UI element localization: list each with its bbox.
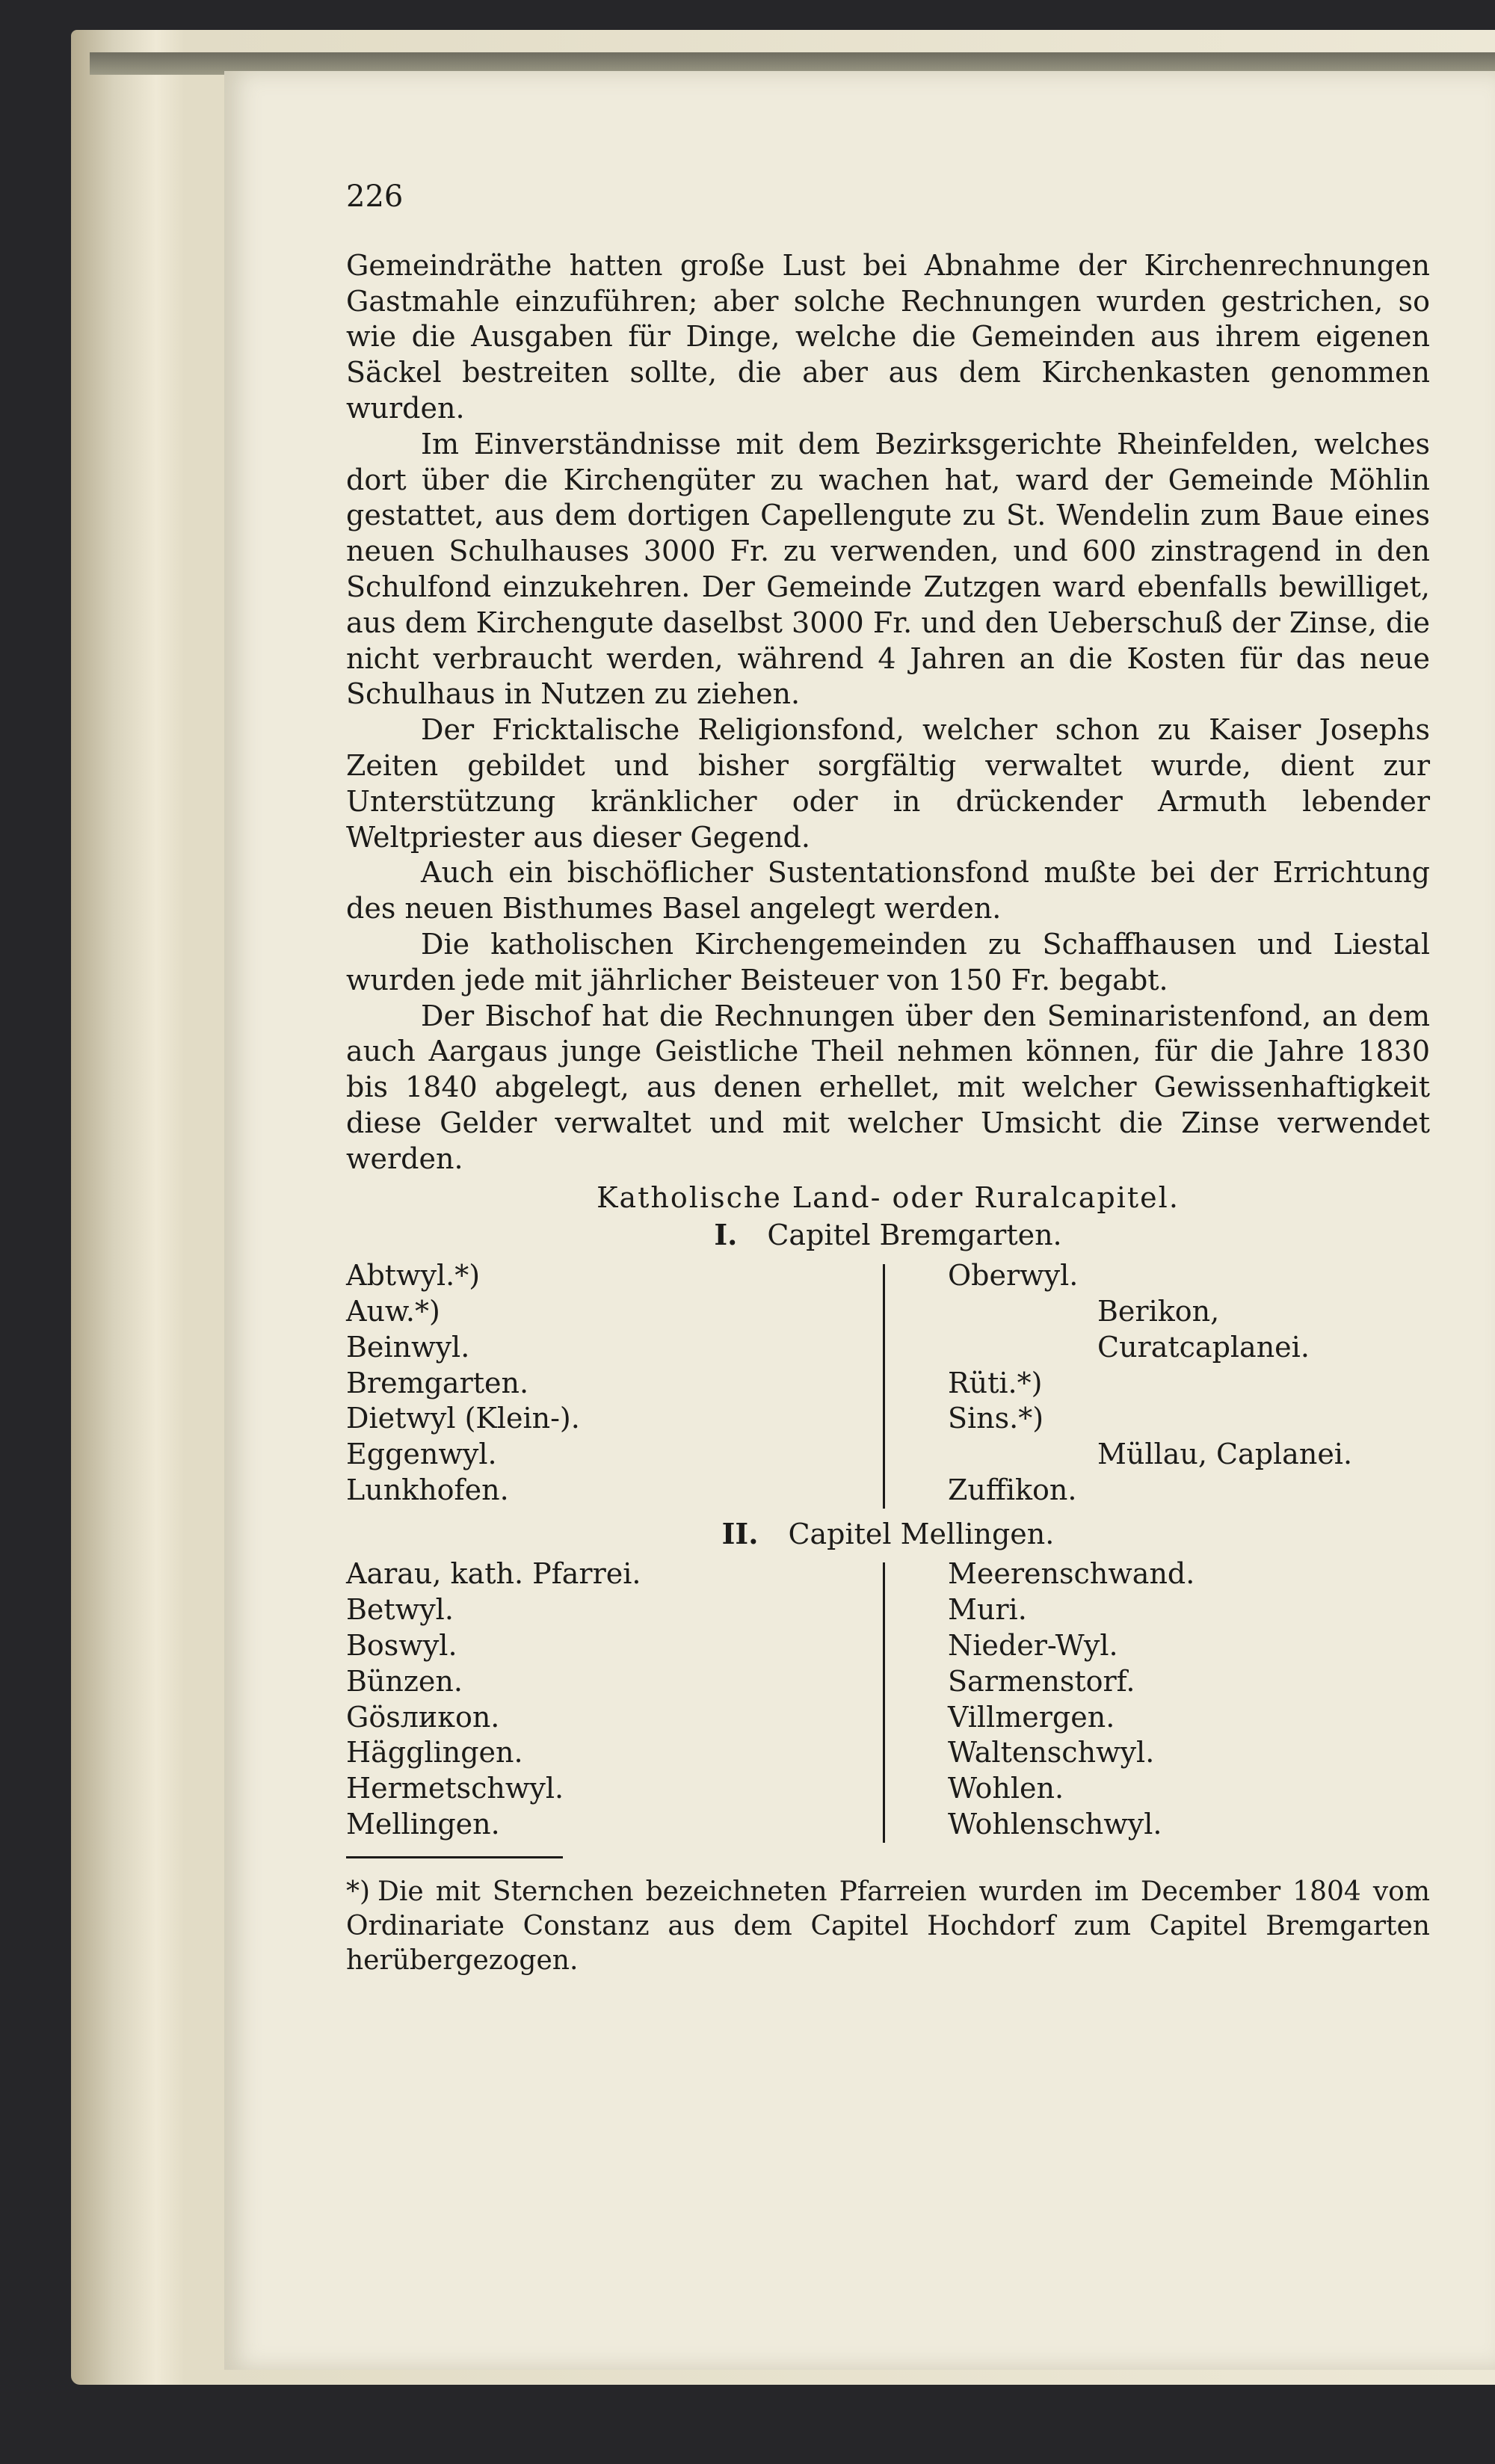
chapter-2-parish-list (346, 1556, 1430, 1842)
parish-item: Gösликon. (346, 1700, 500, 1734)
parish-item: Eggenwyl. (346, 1438, 497, 1471)
parish-item: Berikon, Curatcaplanei. (1097, 1294, 1310, 1364)
parish-item: Wohlenschwyl. (948, 1808, 1162, 1841)
page-content (346, 179, 1430, 1978)
parish-item: Waltenschwyl. (948, 1736, 1155, 1770)
parish-item: Lunkhofen. (346, 1473, 509, 1506)
section-title: Katholische Land- oder Ruralcapitel. (597, 1180, 1180, 1214)
chapter-1-parish-list (346, 1258, 1430, 1509)
chapter-2-number: II. (721, 1516, 759, 1550)
chapter-1-right-column (888, 1258, 1430, 1509)
parish-item: Sins.*) (948, 1402, 1044, 1435)
paragraph-2: Im Einverständnisse mit dem Bezirksgerichte Rheinfelden, welches dort über die Kirchengüter zu wachen hat, ward der Gemeinde Möhlin gestattet, aus dem dortigen Capellengute zu St. Wendelin zum Baue eines neuen Schulhauses 3000 Fr. zu verwenden, und 600 zinstragend in den Schulfond einzukehren. Der Gemeinde Zutzgen ward ebenfalls bewilliget, aus dem Kirchengute daselbst 3000 Fr. und den Ueberschuß der Zinse, die nicht verbraucht werden, während 4 Jahren an die Kosten für das neue Schulhaus in Nutzen zu ziehen. (346, 427, 1430, 711)
parish-item: Hägglingen. (346, 1736, 523, 1770)
chapter-1-title: Capitel Bremgarten. (767, 1219, 1062, 1252)
chapter-2-title: Capitel Mellingen. (788, 1517, 1055, 1550)
chapter-1-left-column (346, 1258, 888, 1509)
footnote (346, 1875, 1430, 1978)
chapter-2-heading (346, 1516, 1430, 1553)
parish-item: Aarau, kath. Pfarrei. (346, 1557, 641, 1591)
chapter-2-left-column (346, 1556, 888, 1842)
footnote-text: Die mit Sternchen bezeichneten Pfarreien wurden im December 1804 vom Ordinariate Constanz aus dem Capitel Hochdorf zum Capitel Bremgarten herübergezogen. (346, 1876, 1430, 1976)
parish-item: Muri. (948, 1593, 1027, 1627)
parish-item: Hermetschwyl. (346, 1772, 564, 1805)
parish-item: Beinwyl. (346, 1330, 470, 1364)
footnote-rule (346, 1856, 563, 1858)
parish-item: Oberwyl. (948, 1259, 1079, 1293)
parish-item: Villmergen. (948, 1700, 1115, 1734)
parish-item: Wohlen. (948, 1772, 1064, 1805)
parish-item: Zuffikon. (948, 1473, 1077, 1506)
parish-item: Dietwyl (Klein-). (346, 1402, 580, 1435)
parish-item: Rüti.*) (948, 1366, 1043, 1399)
column-divider (883, 1264, 885, 1509)
page-number: 226 (346, 179, 404, 214)
parish-item: Betwyl. (346, 1593, 454, 1627)
parish-item: Nieder-Wyl. (948, 1629, 1118, 1663)
chapter-2-right-column (888, 1556, 1430, 1842)
parish-item: Bünzen. (346, 1664, 463, 1698)
chapter-1-heading (346, 1217, 1430, 1254)
parish-item: Sarmenstorf. (948, 1664, 1135, 1698)
paragraph-6: Der Bischof hat die Rechnungen über den Seminaristenfond, an dem auch Aargaus junge Geistliche Theil nehmen können, für die Jahre 1830 bis 1840 abgelegt, aus denen erhellet, mit welcher Gewissenhaftigkeit diese Gelder verwaltet und mit welcher Umsicht die Zinse verwendet werden. (346, 999, 1430, 1175)
column-divider (883, 1562, 885, 1842)
parish-item: Auw.*) (346, 1294, 440, 1328)
paragraph-3: Der Fricktalische Religionsfond, welcher schon zu Kaiser Josephs Zeiten gebildet und bisher sorgfältig verwaltet wurde, dient zur Unterstützung kränklicher oder in drückender Armuth lebender Weltpriester aus dieser Gegend. (346, 713, 1430, 854)
paragraph-5: Die katholischen Kirchengemeinden zu Schaffhausen und Liestal wurden jede mit jährlicher Beisteuer von 150 Fr. begabt. (346, 927, 1430, 997)
parish-item: Abtwyl.*) (346, 1259, 481, 1293)
parish-item: Bremgarten. (346, 1366, 529, 1399)
parish-item: Müllau, Caplanei. (1097, 1438, 1353, 1471)
paragraph-4: Auch ein bischöflicher Sustentationsfond mußte bei der Errichtung des neuen Bisthumes Basel angelegt werden. (346, 856, 1430, 925)
footnote-mark: *) (346, 1876, 371, 1907)
chapter-1-number: I. (714, 1218, 738, 1252)
parish-item: Mellingen. (346, 1808, 500, 1841)
parish-item: Boswyl. (346, 1629, 457, 1663)
parish-item: Meerenschwand. (948, 1557, 1195, 1591)
paragraph-1: Gemeindräthe hatten große Lust bei Abnahme der Kirchenrechnungen Gastmahle einzuführen; aber solche Rechnungen wurden gestrichen, so wie die Ausgaben für Dinge, welche die Gemeinden aus ihrem eigenen Säckel bestreiten sollte, die aber aus dem Kirchenkasten genommen wurden. (346, 248, 1430, 425)
